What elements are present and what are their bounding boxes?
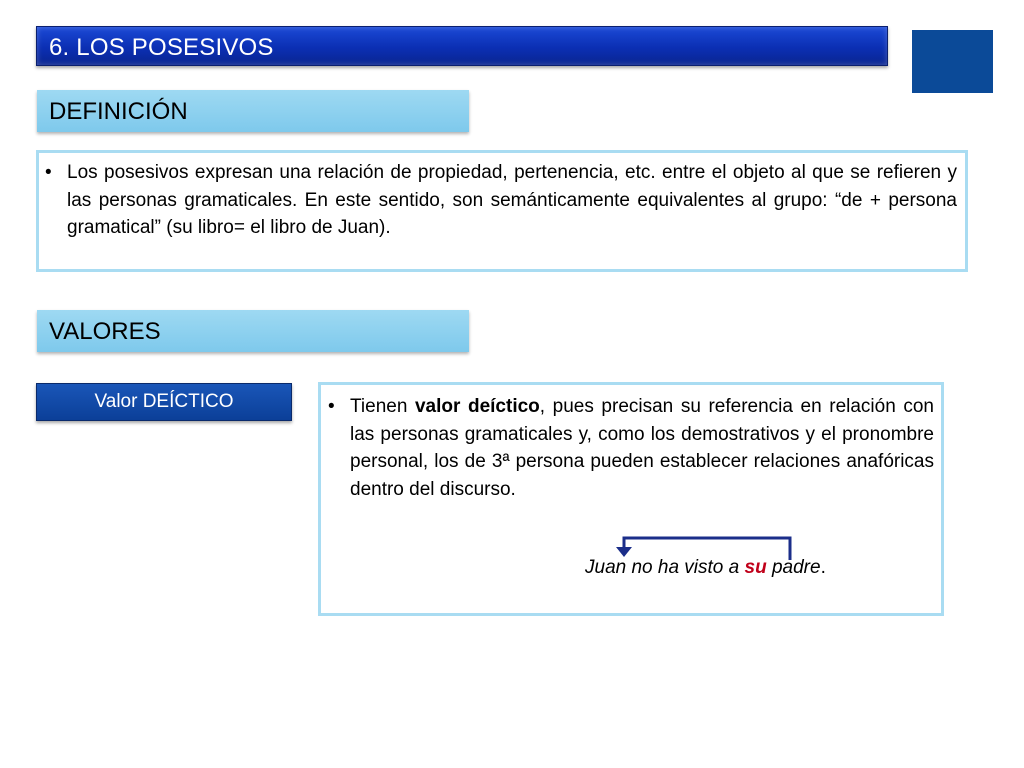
example-after: padre (766, 557, 821, 578)
valores-text (350, 393, 934, 503)
valores-heading: VALORES (49, 318, 161, 345)
definicion-heading: DEFINICIÓN (49, 98, 188, 125)
definicion-heading-bar (37, 90, 469, 132)
corner-decoration (912, 30, 993, 93)
slide-title: 6. LOS POSESIVOS (49, 34, 274, 61)
bullet-icon: • (45, 162, 52, 183)
example-before: Juan no ha visto a (585, 557, 745, 578)
slide-title-bar (36, 26, 888, 66)
valores-box (318, 382, 944, 616)
valores-heading-bar (37, 310, 469, 352)
definicion-box (36, 150, 968, 272)
bullet-icon: • (328, 396, 335, 417)
valor-deictico-label: Valor DEÍCTICO (36, 383, 292, 421)
valores-text-part-a: Tienen (350, 396, 415, 417)
example-end: . (820, 557, 826, 578)
example-sentence (585, 557, 826, 579)
valores-text-bold: valor deíctico (414, 396, 540, 417)
example-highlight: su (744, 557, 767, 578)
definicion-text: Los posesivos expresan una relación de propiedad, pertenencia, etc. entre el objeto al que se refieren y las personas gramaticales. En este sentido, son semánticamente equivalentes al grupo: “de + persona gramatical” (su libro= el libro de Juan). (67, 162, 957, 238)
valores-text-part-c: , pues precisan su referencia en relación con las personas gramaticales y, como los demostrativos y el pronombre personal, los de 3ª persona pueden establecer relaciones anafóricas dentro del discurso. (350, 396, 935, 500)
